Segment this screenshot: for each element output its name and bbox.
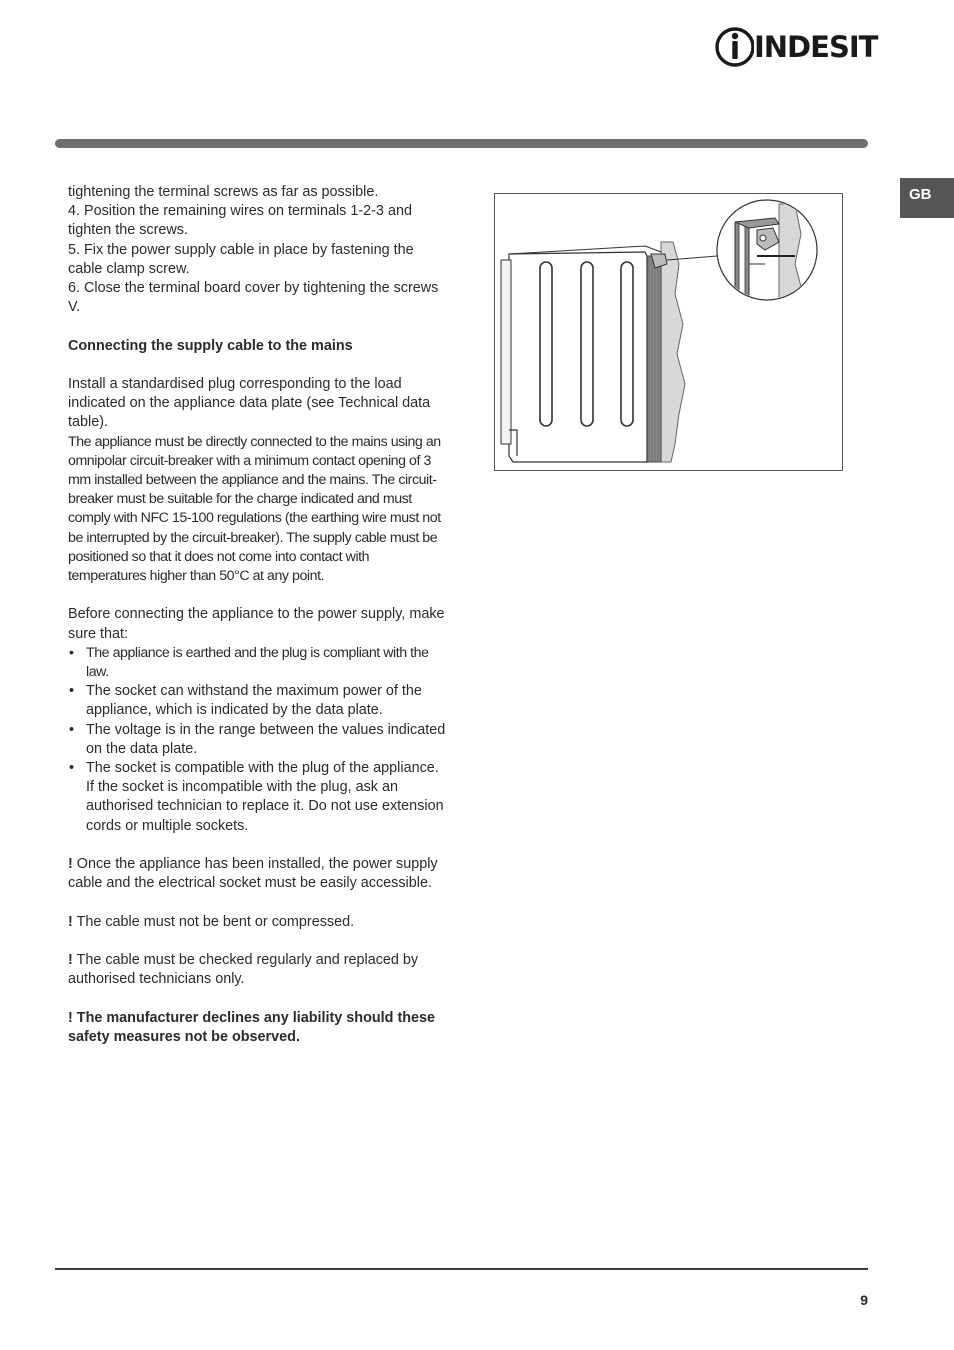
warning-paragraph: [68, 855, 448, 893]
appliance-wall-illustration: [495, 194, 842, 470]
page-number: 9: [860, 1292, 868, 1308]
brand-logo: [714, 24, 878, 70]
list-item: • The socket can withstand the maximum power of the appliance, which is indicated by the data plate.: [68, 682, 448, 720]
footer-divider: [55, 1268, 868, 1270]
warning-text: The cable must be checked regularly and replaced by authorised technicians only.: [68, 952, 419, 988]
liability-notice: ! The manufacturer declines any liability should these safety measures not be observed.: [68, 1009, 436, 1045]
paragraph: 5. Fix the power supply cable in place by fastening the cable clamp screw.: [68, 241, 414, 277]
installation-illustration: [494, 193, 843, 471]
warning-mark: !: [68, 856, 73, 873]
language-tab: GB: [900, 178, 954, 218]
checklist: [68, 644, 448, 836]
header-divider: [55, 139, 868, 148]
warning-mark: !: [68, 913, 73, 930]
paragraph: 6. Close the terminal board cover by tightening the screws V.: [68, 280, 439, 316]
warning-mark: !: [68, 952, 73, 969]
warning-text: The cable must not be bent or compressed.: [72, 913, 355, 930]
brand-logo-icon: [714, 24, 754, 70]
list-item: • The socket is compatible with the plug of the appliance. If the socket is incompatible with the plug, ask an authorised technician to replace it. Do not use extension cords or multiple sockets.: [68, 759, 448, 836]
paragraph: 4. Position the remaining wires on terminals 1-2-3 and tighten the screws.: [68, 203, 412, 239]
warning-paragraph: [68, 951, 448, 989]
main-text: [68, 183, 448, 1047]
list-item: • The voltage is in the range between the values indicated on the data plate.: [68, 721, 448, 759]
paragraph: The appliance must be directly connected to the mains using an omnipolar circuit-breaker with a minimum contact opening of 3 mm installed between the appliance and the mains. The circuit-breaker must be suitable for the charge indicated and must comply with NFC 15-100 regulations (the earthing wire must not be interrupted by the circuit-breaker). The supply cable must be positioned so that it does not come into contact with temperatures higher than 50°C at any point.: [68, 433, 441, 585]
warning-paragraph: [68, 913, 448, 932]
paragraph: Before connecting the appliance to the power supply, make sure that:: [68, 606, 445, 642]
paragraph: Install a standardised plug corresponding to the load indicated on the appliance data plate (see Technical data table).: [68, 376, 431, 431]
section-heading: Connecting the supply cable to the mains: [68, 337, 353, 354]
brand-name: INDESIT: [754, 30, 878, 64]
list-item: • The appliance is earthed and the plug is compliant with the law.: [68, 644, 448, 682]
paragraph: tightening the terminal screws as far as possible.: [68, 184, 379, 200]
warning-text: Once the appliance has been installed, the power supply cable and the electrical socket must be easily accessible.: [68, 856, 438, 892]
